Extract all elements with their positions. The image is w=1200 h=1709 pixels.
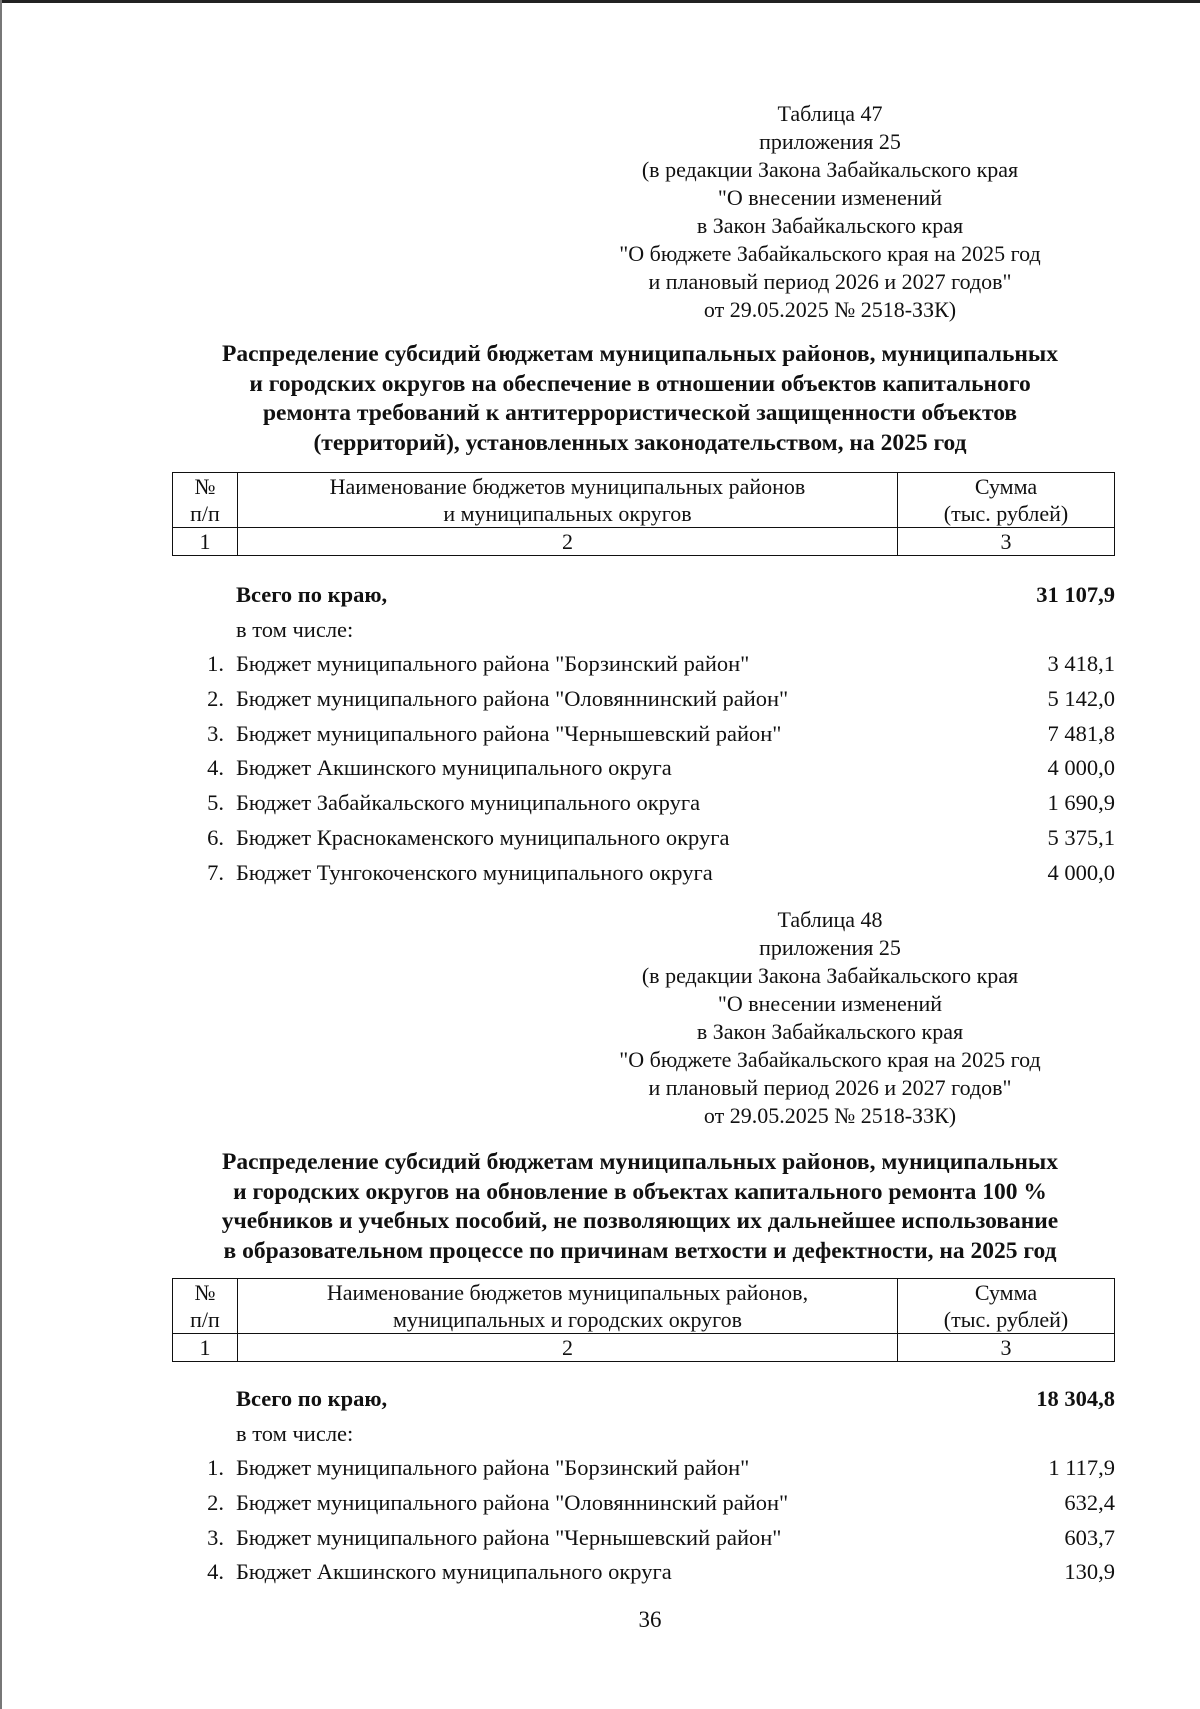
row-name: Бюджет Тунгокоченского муниципального округа xyxy=(236,859,713,885)
col-header-name-line1: Наименование бюджетов муниципальных районов xyxy=(329,474,806,499)
header-line: приложения 25 xyxy=(759,935,901,960)
header-line: от 29.05.2025 № 2518-ЗЗК) xyxy=(703,1103,957,1128)
header-line: приложения 25 xyxy=(759,129,901,154)
col-header-num-line1: № xyxy=(194,474,216,499)
total-label: Всего по краю, xyxy=(236,582,388,607)
table-row xyxy=(172,755,1115,790)
title-line: учебников и учебных пособий, не позволяющих их дальнейшее использование xyxy=(221,1208,1059,1234)
table-row xyxy=(172,686,1115,721)
col-header-sum-line2: (тыс. рублей) xyxy=(943,501,1069,526)
col-header-sum-line2: (тыс. рублей) xyxy=(943,1307,1069,1332)
col-header-num-line2: п/п xyxy=(190,1307,220,1332)
col-header-sum-line1: Сумма xyxy=(974,1280,1038,1305)
row-amount: 4 000,0 xyxy=(1047,755,1115,781)
subtotal-caption-row xyxy=(172,617,1115,652)
row-number: 3. xyxy=(207,720,224,746)
row-amount: 7 481,8 xyxy=(1047,720,1115,746)
header-line: и плановый период 2026 и 2027 годов" xyxy=(648,269,1012,294)
subtotal-label: в том числе: xyxy=(236,616,354,642)
header-line: Таблица 47 xyxy=(777,101,883,126)
table-row xyxy=(172,1525,1115,1560)
col-header-num xyxy=(173,1279,238,1334)
row-name: Бюджет муниципального района "Оловяннинский район" xyxy=(236,686,789,712)
table47-column-header xyxy=(172,472,1115,556)
row-name: Бюджет муниципального района "Чернышевский район" xyxy=(236,720,782,746)
col-header-name-line2: и муниципальных округов xyxy=(443,501,692,526)
table47-body xyxy=(172,582,1115,894)
row-amount: 5 375,1 xyxy=(1047,824,1115,850)
row-number: 7. xyxy=(207,859,224,885)
row-name: Бюджет Акшинского муниципального округа xyxy=(236,1559,672,1585)
table-row xyxy=(172,1559,1115,1594)
col-header-sum xyxy=(898,1279,1115,1334)
title-line: в образовательном процессе по причинам ветхости и дефектности, на 2025 год xyxy=(223,1237,1057,1264)
col-header-num xyxy=(173,473,238,528)
header-line: "О бюджете Забайкальского края на 2025 год xyxy=(619,1047,1041,1072)
header-line: в Закон Забайкальского края xyxy=(696,1019,964,1044)
title-line: и городских округов на обновление в объектах капитального ремонта 100 % xyxy=(233,1178,1047,1205)
subtotal-caption-row xyxy=(172,1421,1115,1456)
row-number: 1. xyxy=(207,651,224,677)
title-line: Распределение субсидий бюджетам муниципальных районов, муниципальных xyxy=(221,1149,1059,1175)
row-amount: 1 690,9 xyxy=(1047,790,1115,816)
col-header-num-line1: № xyxy=(194,1280,216,1305)
col-number: 3 xyxy=(898,1334,1115,1362)
title-line: ремонта требований к антитеррористической защищенности объектов xyxy=(262,400,1018,426)
row-number: 1. xyxy=(207,1455,224,1481)
table47-header-note xyxy=(570,100,1090,324)
table-row xyxy=(172,1490,1115,1525)
row-number: 2. xyxy=(207,686,224,712)
row-number: 4. xyxy=(207,1559,224,1585)
col-header-name xyxy=(238,1279,898,1334)
col-number: 2 xyxy=(238,528,898,556)
header-line: и плановый период 2026 и 2027 годов" xyxy=(648,1075,1012,1100)
header-line: "О внесении изменений xyxy=(717,991,943,1016)
row-name: Бюджет муниципального района "Оловяннинский район" xyxy=(236,1490,789,1516)
col-number: 2 xyxy=(238,1334,898,1362)
col-header-num-line2: п/п xyxy=(190,501,220,526)
row-amount: 603,7 xyxy=(1064,1524,1115,1550)
row-name: Бюджет муниципального района "Чернышевский район" xyxy=(236,1524,782,1550)
header-line: в Закон Забайкальского края xyxy=(696,213,964,238)
header-line: (в редакции Закона Забайкальского края xyxy=(641,963,1019,988)
row-amount: 130,9 xyxy=(1064,1559,1115,1585)
table-row xyxy=(172,860,1115,895)
row-number: 3. xyxy=(207,1524,224,1550)
col-header-name-line2: муниципальных и городских округов xyxy=(392,1307,743,1332)
row-number: 4. xyxy=(207,755,224,781)
row-amount: 1 117,9 xyxy=(1048,1455,1115,1481)
total-value: 18 304,8 xyxy=(1036,1386,1115,1411)
scan-border-left xyxy=(0,0,2,1709)
row-name: Бюджет муниципального района "Борзинский район" xyxy=(236,651,750,677)
col-header-sum xyxy=(898,473,1115,528)
col-number: 1 xyxy=(173,528,238,556)
page-number: 36 xyxy=(638,1607,662,1632)
table48-header-note xyxy=(570,906,1090,1130)
table-row xyxy=(172,825,1115,860)
header-line: Таблица 48 xyxy=(777,907,883,932)
table48-title xyxy=(165,1148,1115,1266)
row-name: Бюджет Забайкальского муниципального округа xyxy=(236,790,701,816)
table-row xyxy=(172,790,1115,825)
row-name: Бюджет Краснокаменского муниципального округа xyxy=(236,824,730,850)
row-number: 5. xyxy=(207,790,224,816)
row-amount: 5 142,0 xyxy=(1047,686,1115,712)
table47-title xyxy=(165,340,1115,458)
header-line: "О внесении изменений xyxy=(717,185,943,210)
table-row xyxy=(172,721,1115,756)
row-name: Бюджет Акшинского муниципального округа xyxy=(236,755,672,781)
table-row xyxy=(172,1455,1115,1490)
total-row xyxy=(172,582,1115,617)
header-line: "О бюджете Забайкальского края на 2025 год xyxy=(619,241,1041,266)
total-value: 31 107,9 xyxy=(1036,582,1115,607)
table48-column-header xyxy=(172,1278,1115,1362)
col-header-sum-line1: Сумма xyxy=(974,474,1038,499)
subtotal-label: в том числе: xyxy=(236,1420,354,1446)
row-amount: 3 418,1 xyxy=(1047,651,1115,677)
total-label: Всего по краю, xyxy=(236,1386,388,1411)
row-amount: 4 000,0 xyxy=(1047,859,1115,885)
col-header-name xyxy=(238,473,898,528)
header-line: от 29.05.2025 № 2518-ЗЗК) xyxy=(703,297,957,322)
total-row xyxy=(172,1386,1115,1421)
table-row xyxy=(172,651,1115,686)
header-line: (в редакции Закона Забайкальского края xyxy=(641,157,1019,182)
title-line: Распределение субсидий бюджетам муниципальных районов, муниципальных xyxy=(221,341,1059,367)
title-line: и городских округов на обеспечение в отношении объектов капитального xyxy=(249,370,1031,397)
title-line: (территорий), установленных законодательством, на 2025 год xyxy=(313,429,967,456)
col-header-name-line1: Наименование бюджетов муниципальных районов, xyxy=(326,1280,809,1305)
row-number: 6. xyxy=(207,824,224,850)
table48-body xyxy=(172,1386,1115,1594)
col-number: 3 xyxy=(898,528,1115,556)
row-number: 2. xyxy=(207,1490,224,1516)
row-amount: 632,4 xyxy=(1064,1490,1115,1516)
scan-border-top xyxy=(0,0,1200,3)
row-name: Бюджет муниципального района "Борзинский район" xyxy=(236,1455,750,1481)
col-number: 1 xyxy=(173,1334,238,1362)
